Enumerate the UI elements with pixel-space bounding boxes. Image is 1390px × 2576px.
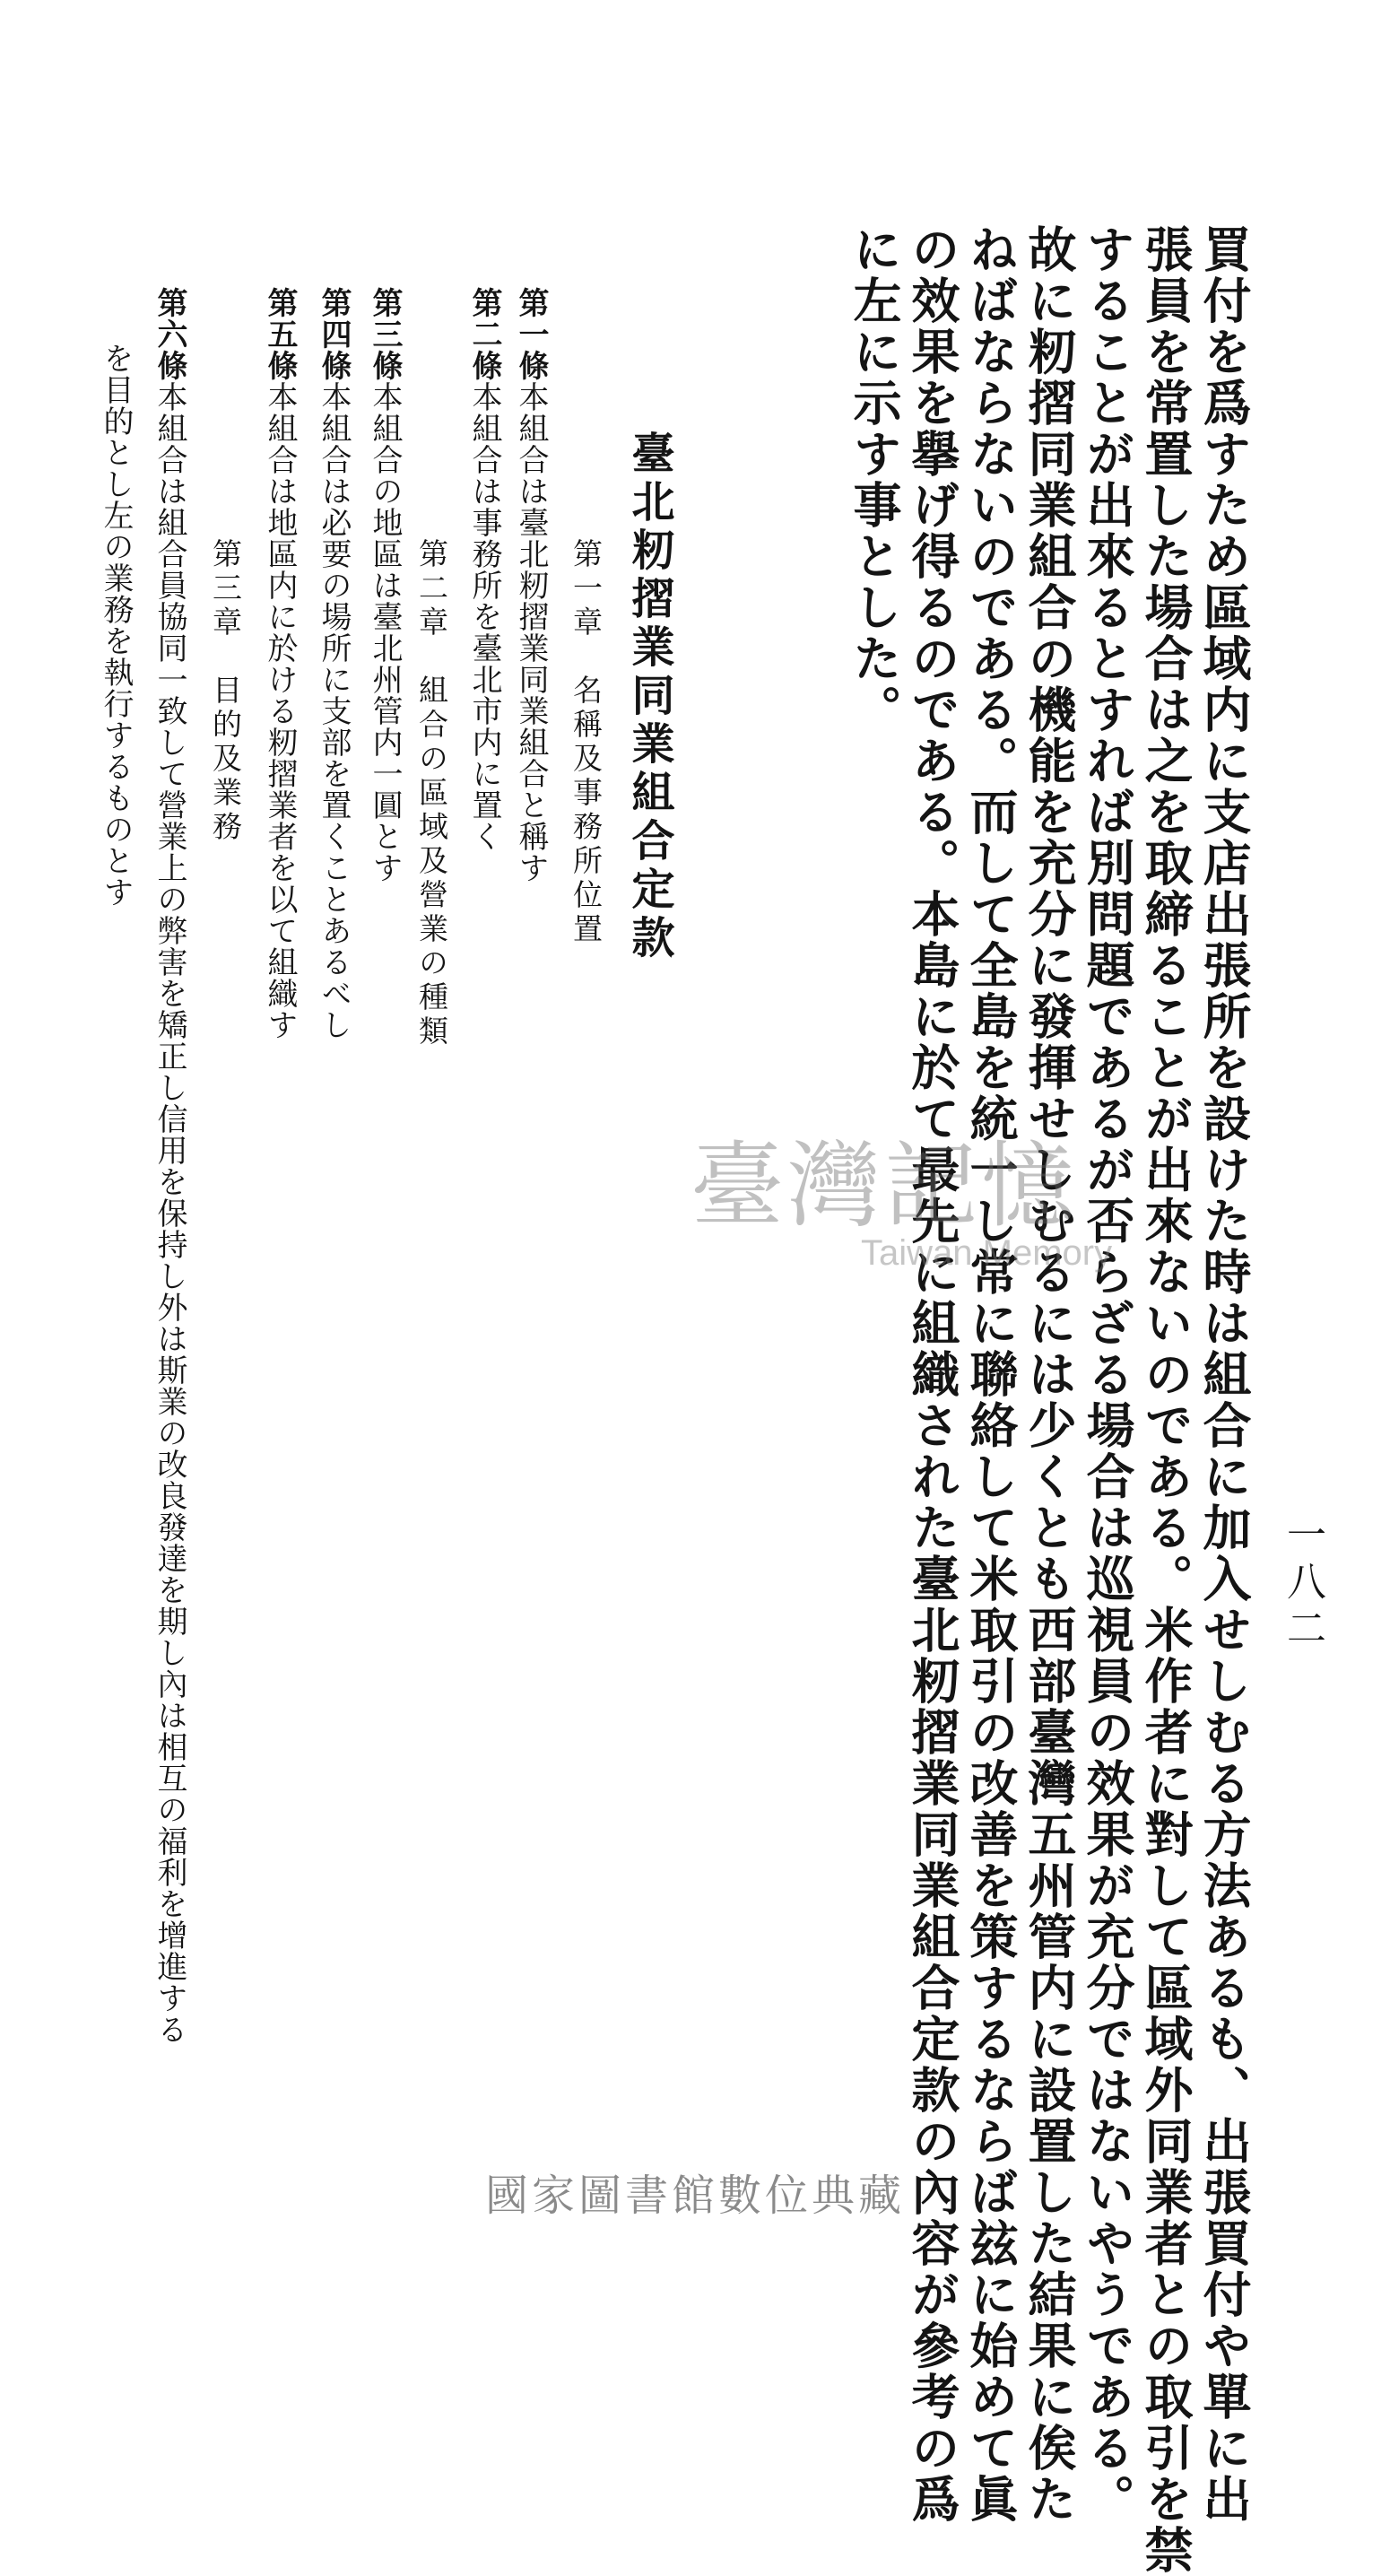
statute-title: 臺北籾摺業同業組合定款 — [624, 431, 674, 963]
body-line-7: に左に示す事とした。 — [846, 224, 903, 735]
article-3-text: 本組合の地區は臺北州管内一圓とす — [367, 381, 403, 883]
body-line-2: 張員を常置した場合は之を取締ることが出來ないのである。米作者に對して區域外同業者との取引を禁 — [1137, 224, 1195, 2576]
chapter-2-heading: 第二章 組合の區域及營業の種類 — [414, 538, 449, 1049]
watermark-cjk: 臺灣記憶 — [691, 1131, 1079, 1240]
article-1 — [509, 287, 553, 883]
article-2-text: 本組合は事務所を臺北市内に置く — [466, 381, 502, 852]
footer-caption: 國家圖書館數位典藏 — [484, 2171, 905, 2221]
article-5-label: 第五條 — [262, 287, 298, 381]
body-line-1: 買付を爲すため區域内に支店出張所を設けた時は組合に加入せしむる方法あるも、出張買付や單に出 — [1195, 224, 1253, 2525]
article-2-label: 第二條 — [466, 287, 502, 381]
body-line-4: 故に籾摺同業組合の機能を充分に發揮せしむるには少くとも西部臺灣五州管内に設置した結果に俟た — [1021, 224, 1078, 2525]
article-6-label: 第六條 — [152, 287, 187, 381]
article-6-continuation: を目的とし左の業務を執行するものとす — [98, 343, 134, 908]
article-4-text: 本組合は必要の場所に支部を置くことあるべし — [316, 381, 352, 1040]
body-line-3: することが出來るとすれば別問題であるが否らざる場合は巡視員の效果が充分ではないやうである。 — [1079, 224, 1136, 2525]
article-6 — [148, 287, 192, 2045]
article-4-label: 第四條 — [316, 287, 352, 381]
article-4 — [312, 287, 356, 1040]
page-number: 一八二 — [1280, 1514, 1325, 1654]
article-1-label: 第一條 — [513, 287, 549, 381]
article-1-text: 本組合は臺北籾摺業同業組合と稱す — [513, 381, 549, 883]
article-5-text: 本組合は地區内に於ける籾摺業者を以て組織す — [262, 381, 298, 1040]
article-3 — [363, 287, 407, 883]
article-2 — [463, 287, 507, 852]
article-3-label: 第三條 — [367, 287, 403, 381]
article-6-text: 本組合は組合員協同一致して營業上の弊害を矯正し信用を保持し外は斯業の改良發達を期し內は相互の福利を增進する — [152, 381, 187, 2045]
body-line-5: ねばならないのである。而して全島を統一し常に聯絡して米取引の改善を策するならば玆に始めて眞 — [962, 224, 1020, 2525]
watermark-latin: Taiwan Memory — [861, 1233, 1113, 1273]
chapter-3-heading: 第三章 目的及業務 — [208, 538, 243, 845]
chapter-1-heading: 第一章 名稱及事務所位置 — [569, 538, 604, 947]
body-line-6: の效果を擧げ得るのである。本島に於て最先に組織された臺北籾摺業同業組合定款の內容が參考の爲 — [904, 224, 961, 2525]
article-5 — [258, 287, 302, 1040]
